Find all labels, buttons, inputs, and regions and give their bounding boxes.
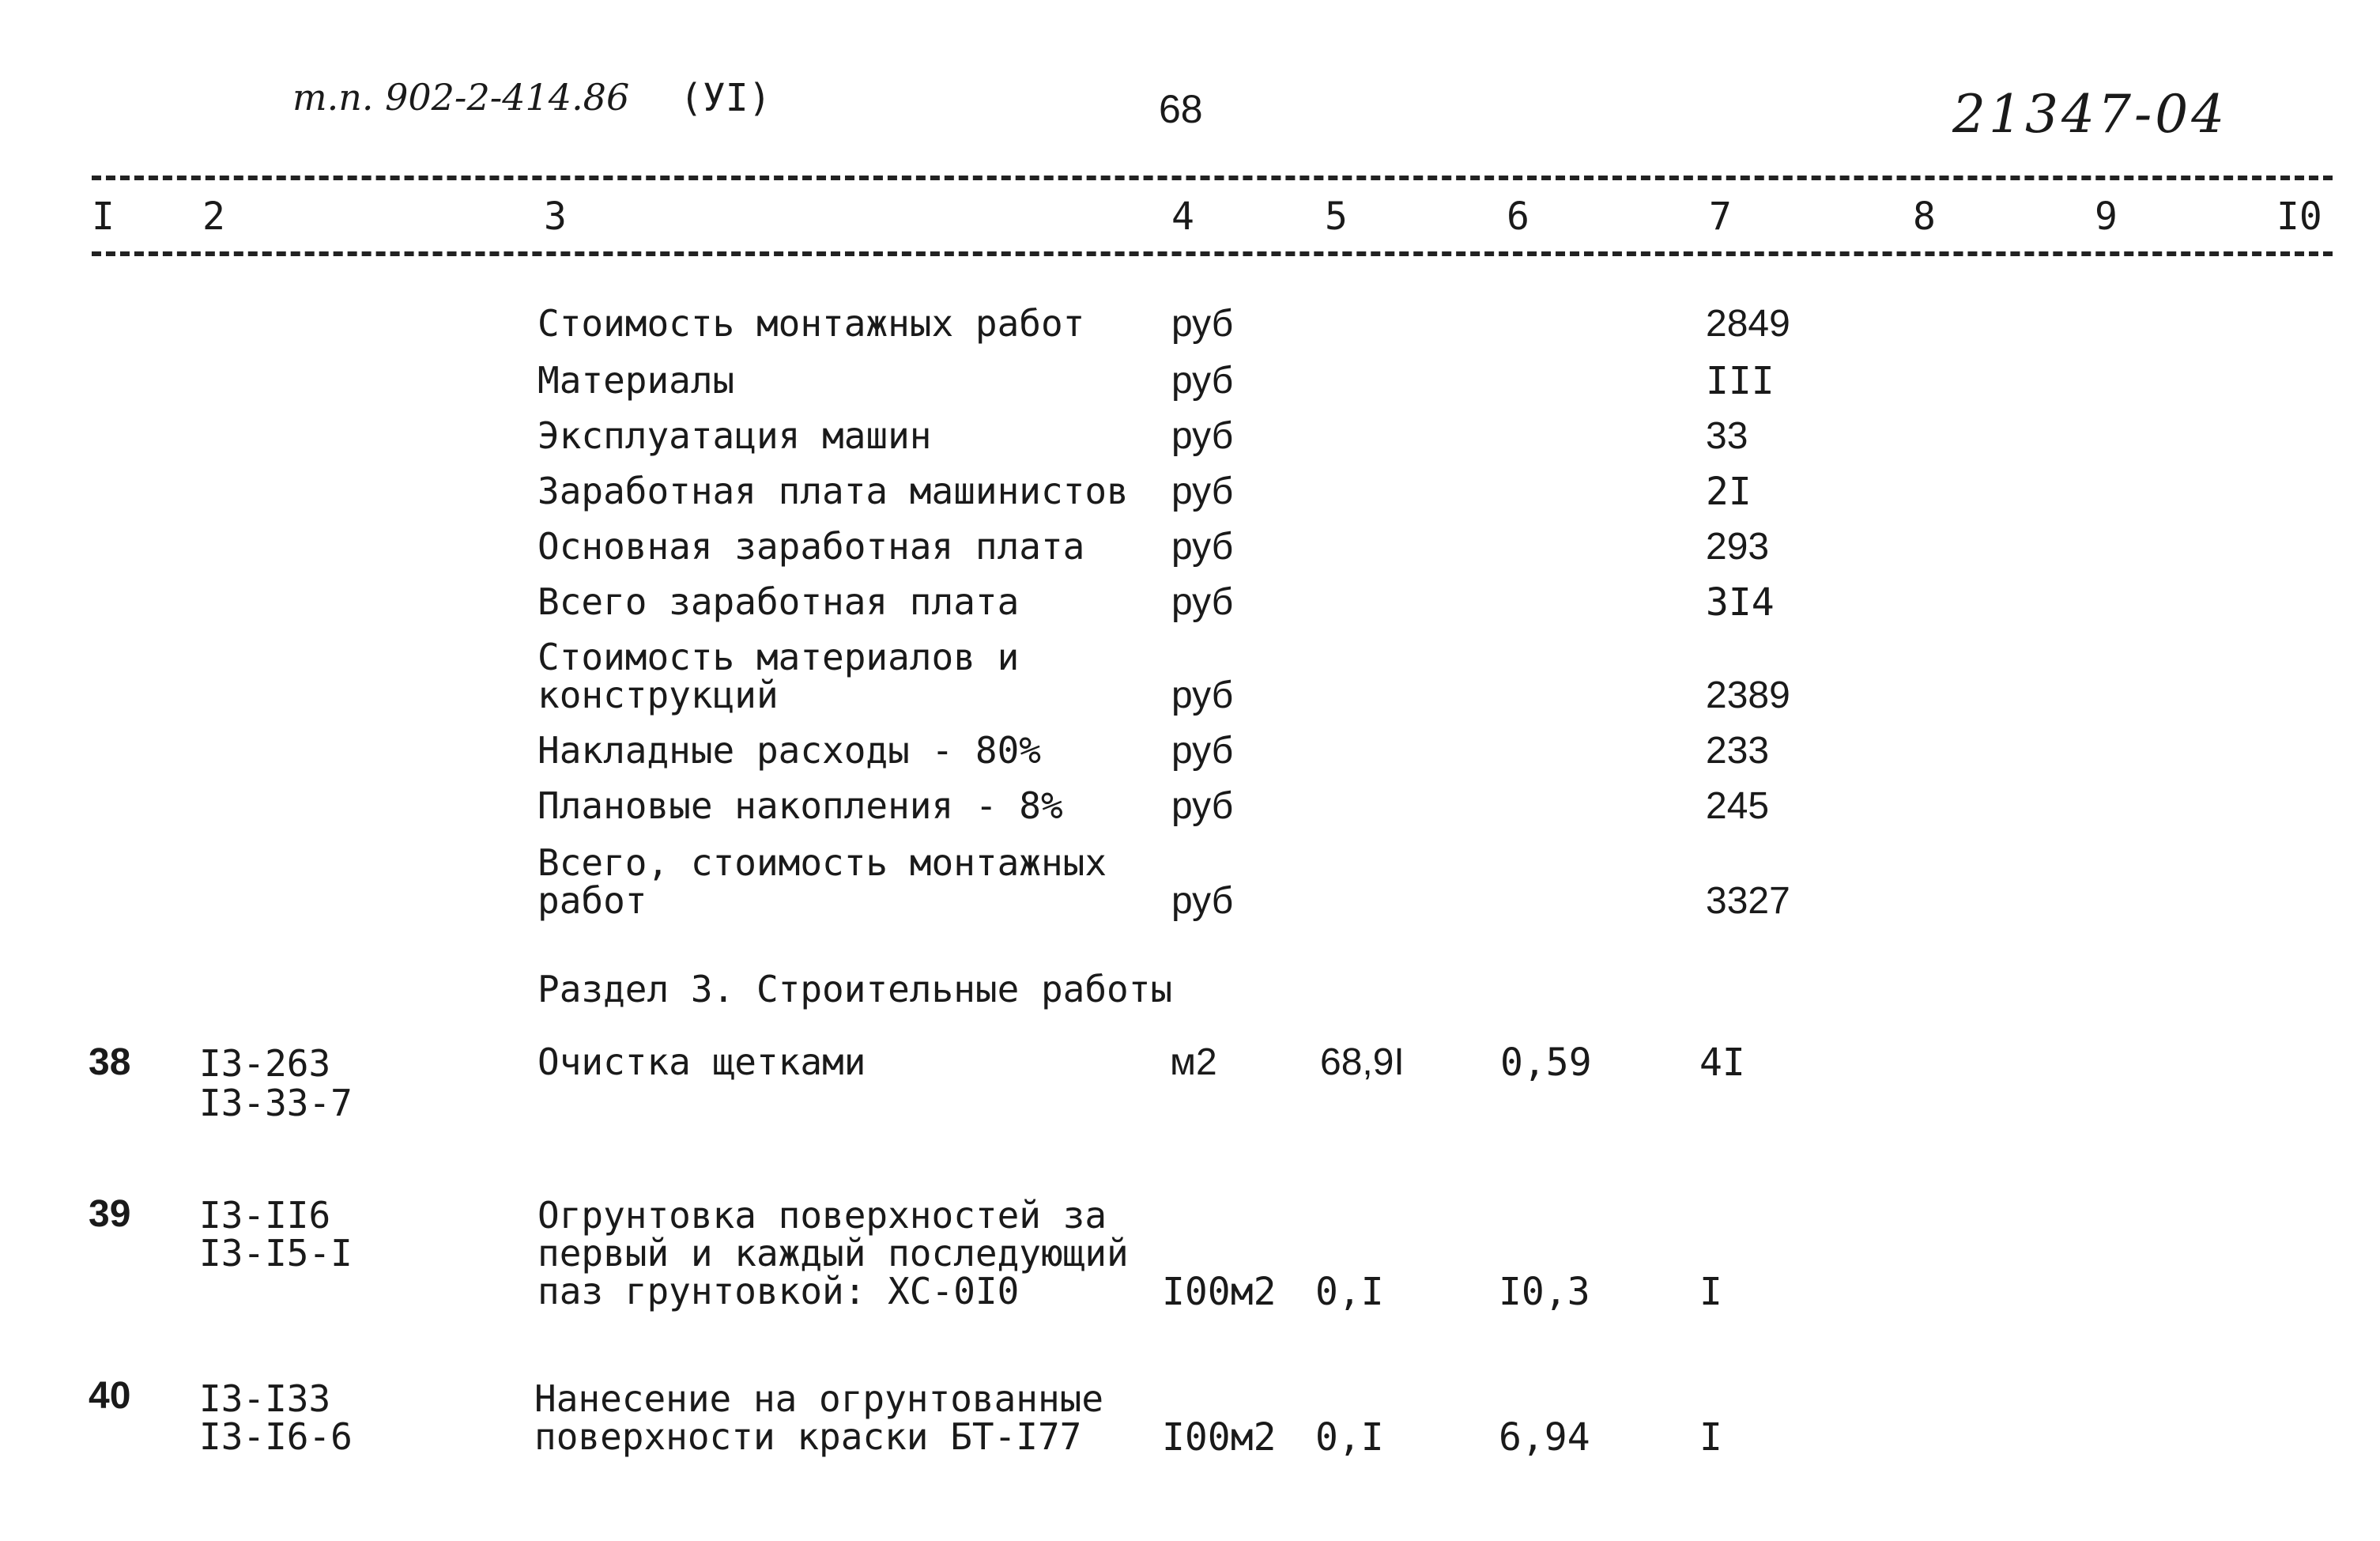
summary-name: Эксплуатация машин: [537, 414, 932, 457]
column-number-7: 7: [1709, 195, 1732, 239]
page-number: 68: [1159, 87, 1203, 131]
summary-value: 33: [1706, 415, 1748, 457]
album-number: 21347-04: [1952, 84, 2228, 145]
summary-name: Основная заработная плата: [537, 525, 1085, 568]
summary-unit: руб: [1171, 785, 1234, 827]
summary-unit: руб: [1171, 415, 1234, 457]
summary-value: 293: [1706, 526, 1770, 568]
item-description: Очистка щетками: [537, 1041, 866, 1083]
item-code: I3-I5-I: [199, 1232, 353, 1275]
summary-value: 3327: [1706, 880, 1790, 922]
summary-value: 3I4: [1706, 580, 1775, 625]
item-description: поверхности краски БТ-I77: [534, 1415, 1082, 1458]
item-price: 6,94: [1499, 1415, 1590, 1460]
item-total: I: [1699, 1270, 1722, 1314]
column-number-10: I0: [2276, 195, 2322, 239]
item-number: 38: [89, 1041, 131, 1083]
summary-name: Материалы: [537, 359, 735, 402]
volume-label: (УI): [680, 76, 771, 120]
item-description: Огрунтовка поверхностей за: [537, 1194, 1107, 1237]
item-total: I: [1699, 1415, 1722, 1460]
summary-name: конструкций: [537, 674, 779, 716]
item-number: 39: [89, 1193, 131, 1235]
item-unit: I00м2: [1162, 1415, 1277, 1460]
summary-value: 2I: [1706, 470, 1752, 514]
item-number: 40: [89, 1375, 131, 1417]
summary-unit: руб: [1171, 674, 1234, 716]
item-description: первый и каждый последующий: [537, 1232, 1129, 1275]
header-dashed-line-bottom: [92, 251, 2333, 256]
summary-name: Плановые накопления - 8%: [537, 784, 1063, 827]
item-quantity: 0,I: [1315, 1270, 1384, 1314]
item-description: паз грунтовкой: ХС-0I0: [537, 1270, 1020, 1312]
summary-name: Всего, стоимость монтажных: [537, 841, 1107, 884]
item-code: I3-263: [199, 1042, 331, 1085]
item-quantity: 68,9I: [1320, 1041, 1405, 1083]
summary-value: 233: [1706, 730, 1770, 772]
summary-unit: руб: [1171, 360, 1234, 402]
column-number-2: 2: [202, 195, 225, 239]
summary-unit: руб: [1171, 581, 1234, 623]
summary-value: III: [1706, 359, 1775, 403]
summary-unit: руб: [1171, 526, 1234, 568]
summary-name: Стоимость материалов и: [537, 636, 1020, 678]
summary-unit: руб: [1171, 470, 1234, 512]
item-code: I3-II6: [199, 1194, 331, 1237]
header-dashed-line-top: [92, 176, 2333, 180]
column-number-3: 3: [544, 195, 567, 239]
summary-unit: руб: [1171, 303, 1234, 345]
summary-name: работ: [537, 879, 647, 922]
item-quantity: 0,I: [1315, 1415, 1384, 1460]
column-number-8: 8: [1913, 195, 1936, 239]
column-number-1: I: [92, 195, 115, 239]
item-code: I3-33-7: [199, 1082, 353, 1124]
summary-value: 245: [1706, 785, 1770, 827]
item-unit: м2: [1170, 1041, 1217, 1083]
summary-value: 2849: [1706, 303, 1790, 345]
document-code: т.п. 902-2-414.86: [292, 76, 630, 119]
column-number-9: 9: [2095, 195, 2118, 239]
summary-name: Заработная плата машинистов: [537, 470, 1129, 512]
summary-unit: руб: [1171, 730, 1234, 772]
item-code: I3-I33: [199, 1377, 331, 1420]
item-code: I3-I6-6: [199, 1415, 353, 1458]
item-unit: I00м2: [1162, 1270, 1277, 1314]
summary-unit: руб: [1171, 880, 1234, 922]
item-price: 0,59: [1500, 1041, 1592, 1085]
item-total: 4I: [1699, 1041, 1745, 1085]
column-number-6: 6: [1507, 195, 1529, 239]
section-title: Раздел 3. Строительные работы: [537, 968, 1173, 1010]
column-number-4: 4: [1171, 195, 1194, 239]
item-description: Нанесение на огрунтованные: [534, 1377, 1104, 1420]
summary-name: Накладные расходы - 80%: [537, 729, 1041, 772]
column-number-5: 5: [1325, 195, 1348, 239]
summary-value: 2389: [1706, 674, 1790, 716]
summary-name: Всего заработная плата: [537, 580, 1020, 623]
summary-name: Стоимость монтажных работ: [537, 302, 1085, 345]
item-price: I0,3: [1499, 1270, 1590, 1314]
